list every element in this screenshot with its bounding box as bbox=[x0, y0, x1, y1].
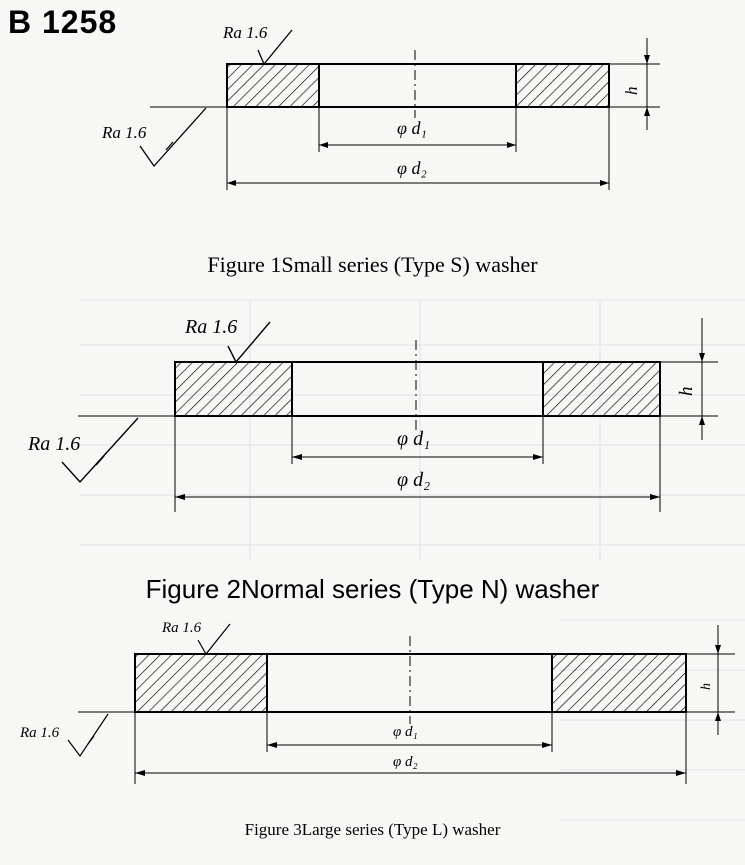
document-code: B 1258 bbox=[8, 4, 118, 40]
fig1-ra-side: Ra 1.6 bbox=[102, 123, 147, 142]
figure-1-caption bbox=[0, 252, 745, 278]
fig2-d1-label: φ d₁ bbox=[397, 428, 431, 450]
fig3-d1-label: φ d₁ bbox=[393, 724, 418, 740]
fig2-ra-top: Ra 1.6 bbox=[185, 316, 238, 338]
fig1-right-section bbox=[516, 64, 609, 107]
fig1-left-section bbox=[227, 64, 319, 107]
figure-2-number: Figure 2 bbox=[145, 574, 242, 604]
figure-2-title: Normal series (Type N) washer bbox=[241, 574, 600, 604]
fig3-ra-top: Ra 1.6 bbox=[162, 620, 202, 636]
fig2-d2-label: φ d₂ bbox=[397, 469, 431, 491]
fig2-ra-side: Ra 1.6 bbox=[28, 433, 81, 455]
fig2-h-label: h bbox=[676, 386, 697, 396]
fig3-right-section bbox=[552, 654, 686, 712]
fig1-d2-label: φ d₂ bbox=[397, 158, 427, 178]
figure-1-title: Small series (Type S) washer bbox=[281, 252, 538, 277]
fig1-ra-top: Ra 1.6 bbox=[223, 23, 268, 42]
figure-1-number: Figure 1 bbox=[207, 252, 282, 277]
fig3-h-label: h bbox=[699, 683, 714, 690]
figure-2-drawing bbox=[62, 318, 718, 512]
fig2-left-section bbox=[175, 362, 292, 416]
fig3-ra-side: Ra 1.6 bbox=[20, 725, 60, 741]
fig1-h-label: h bbox=[622, 86, 641, 95]
fig2-right-section bbox=[543, 362, 660, 416]
fig3-d2-label: φ d₂ bbox=[393, 754, 418, 770]
fig1-d1-label: φ d₁ bbox=[397, 118, 427, 138]
figure-3-title: Large series (Type L) washer bbox=[301, 820, 501, 839]
figure-3-caption bbox=[0, 820, 745, 840]
figure-3-number: Figure 3 bbox=[244, 820, 302, 839]
fig3-left-section bbox=[135, 654, 267, 712]
figure-2-caption bbox=[0, 574, 745, 605]
